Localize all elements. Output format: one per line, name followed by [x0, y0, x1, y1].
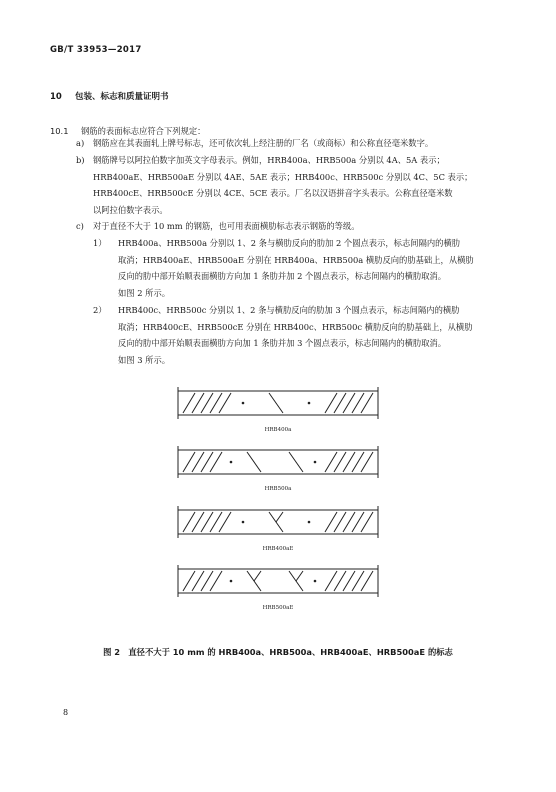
standard-code: GB/T 33953—2017	[50, 45, 142, 55]
section-heading	[50, 90, 169, 102]
rebar-diagram-hrb400ae	[175, 505, 381, 539]
item-line: 钢筋牌号以阿拉伯数字加英文字母表示。例如，HRB400a、HRB500a 分别以 4A、5A 表示；	[93, 155, 445, 165]
clause-text: 钢筋的表面标志应符合下列规定：	[81, 126, 206, 136]
sub-item-line: HRB400c、HRB500c 分别以 1、2 条与横肋反向的肋加 3 个圆点表示，标志间隔内的横肋	[118, 305, 460, 315]
sub-item-line: 取消；HRB400aE、HRB500aE 分别在 HRB400a、HRB500a 横肋反向的肋基础上，从横肋	[118, 254, 474, 265]
sub-item-line: 如图 2 所示。	[118, 287, 171, 298]
figure-label-hrb400a: HRB400a	[264, 427, 292, 433]
list-marker: c)	[76, 221, 84, 231]
rebar-marking-hrb500ae	[175, 564, 381, 598]
sub-item-1	[93, 235, 474, 301]
figure-label-hrb400ae: HRB400aE	[262, 546, 294, 552]
list-item-a	[76, 135, 434, 152]
list-item-c	[76, 218, 360, 235]
sub-item-line: HRB400a、HRB500a 分别以 1、2 条与横肋反向的肋加 2 个圆点表示，标志间隔内的横肋	[118, 238, 461, 248]
rebar-diagram-hrb500ae	[175, 564, 381, 598]
list-item-b	[76, 152, 473, 218]
item-line: HRB400cE、HRB500cE 分别以 4CE、5CE 表示。厂名以汉语拼音字头表示。公称直径毫米数	[93, 188, 453, 199]
item-line: 钢筋应在其表面轧上牌号标志，还可依次轧上经注册的厂名（或商标）和公称直径毫米数字。	[93, 138, 434, 148]
sub-item-line: 取消；HRB400cE、HRB500cE 分别在 HRB400c、HRB500c 横肋反向的肋基础上，从横肋	[118, 321, 473, 332]
item-line: 对于直径不大于 10 mm 的钢筋，也可用表面横肋标志表示钢筋的等级。	[93, 221, 360, 231]
sub-item-line: 反向的肋中部开始顺表面横肋方向加 1 条肋并加 2 个圆点表示，标志间隔内的横肋取消。	[118, 271, 447, 282]
item-line: 以阿拉伯数字表示。	[93, 204, 168, 215]
sub-item-marker: 2）	[93, 305, 107, 315]
rebar-diagram-hrb500a	[175, 445, 381, 479]
rebar-marking-hrb500a	[175, 445, 381, 479]
sub-item-line: 反向的肋中部开始顺表面横肋方向加 1 条肋并加 3 个圆点表示，标志间隔内的横肋取消。	[118, 338, 447, 349]
section-number: 10	[50, 92, 62, 102]
list-marker: b)	[76, 155, 85, 165]
sub-item-line: 如图 3 所示。	[118, 354, 171, 365]
section-title: 包装、标志和质量证明书	[75, 92, 169, 102]
item-line: HRB400aE、HRB500aE 分别以 4AE、5AE 表示；HRB400c、HRB500c 分别以 4C、5C 表示；	[93, 171, 473, 182]
figure-label-hrb500ae: HRB500aE	[262, 605, 294, 611]
figure-label-hrb500a: HRB500a	[264, 486, 292, 492]
rebar-diagram-hrb400a	[175, 386, 381, 420]
rebar-marking-hrb400ae	[175, 505, 381, 539]
sub-item-2	[93, 302, 473, 368]
rebar-marking-hrb400a	[175, 386, 381, 420]
clause-number: 10.1	[50, 126, 69, 136]
sub-item-marker: 1）	[93, 238, 107, 248]
page-number: 8	[63, 708, 69, 717]
figure-caption: 图 2 直径不大于 10 mm 的 HRB400a、HRB500a、HRB400aE、HRB500aE 的标志	[103, 647, 453, 657]
list-marker: a)	[76, 138, 85, 148]
